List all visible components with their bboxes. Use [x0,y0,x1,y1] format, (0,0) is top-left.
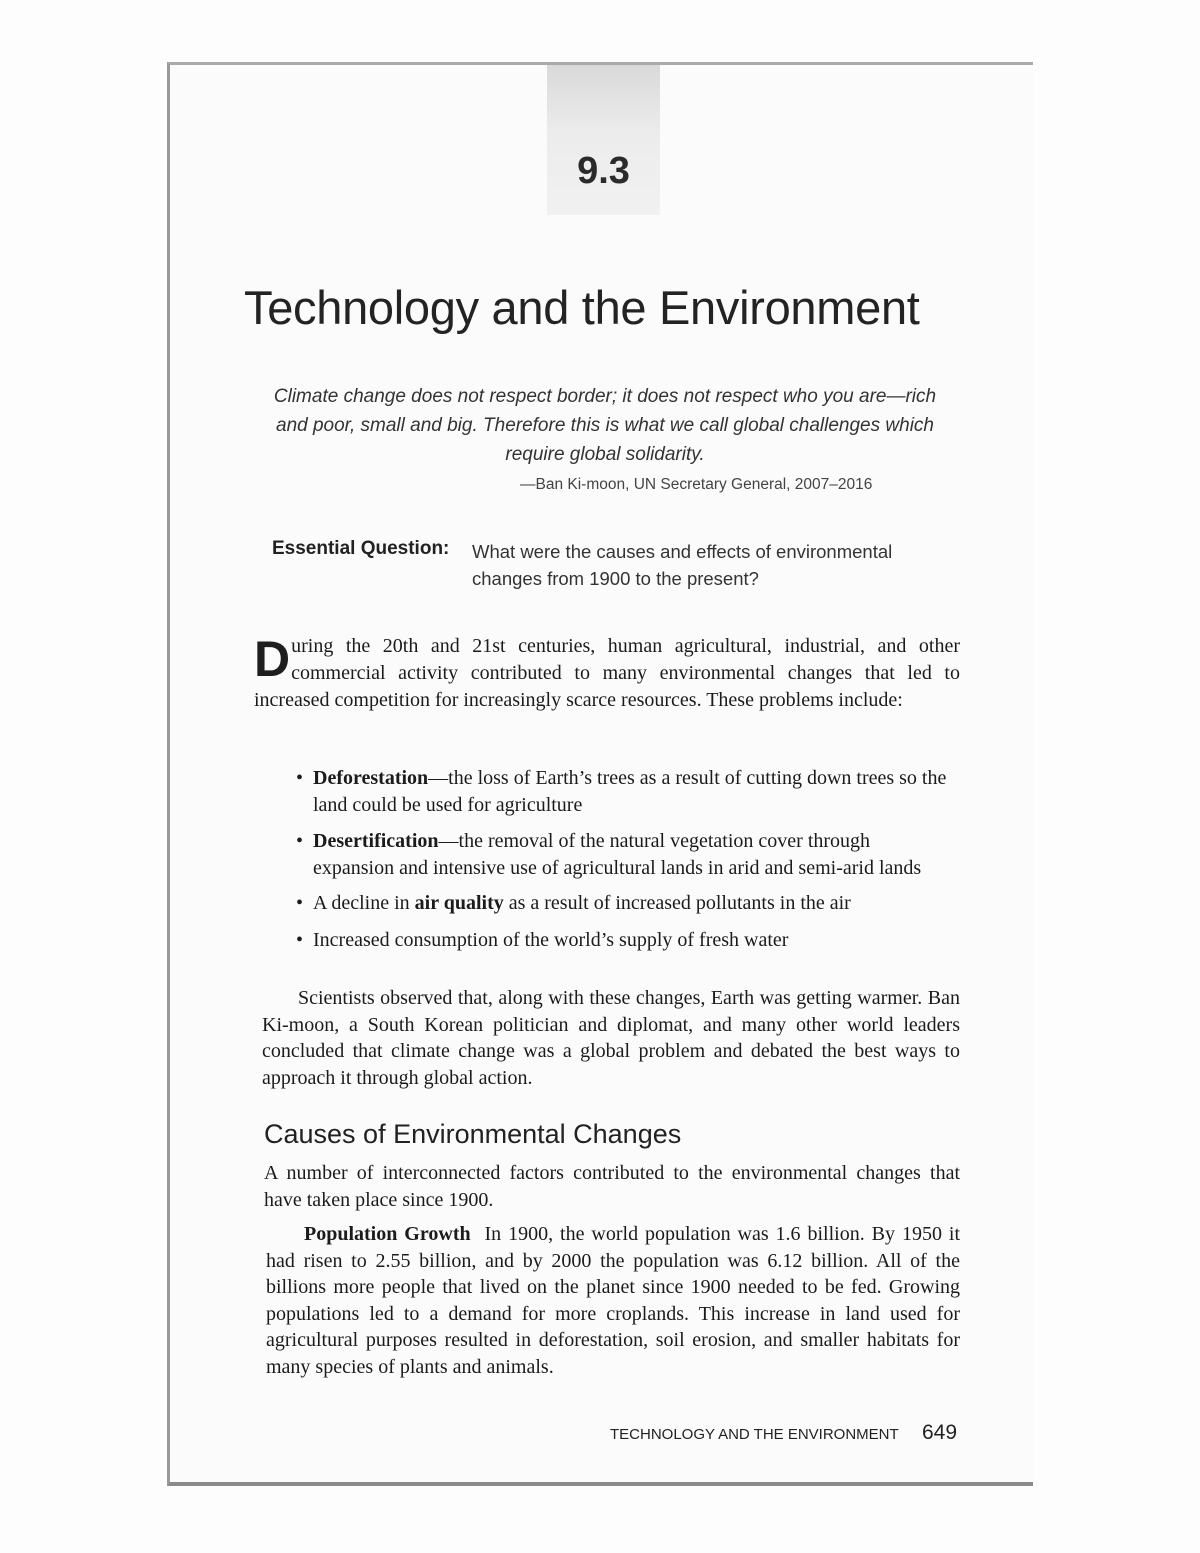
bullet-term: Desertification [313,830,439,852]
problems-list [296,765,956,954]
intro-text: uring the 20th and 21st centuries, human agricultural, industrial, and other commercial activity contributed to many environmental changes that led to increased competition for increasingly scarce resources. These problems include: [254,635,960,711]
intro-paragraph [254,633,960,714]
section-heading: Causes of Environmental Changes [264,1119,682,1149]
bullet-symbol: • [296,929,304,951]
causes-intro-paragraph: A number of interconnected factors contributed to the environmental changes that have taken place since 1900. [264,1162,960,1211]
bullet-term: air quality [414,892,504,914]
essential-question-text: What were the causes and effects of environmental changes from 1900 to the present? [472,541,893,589]
bullet-prefix: A decline in [313,892,415,914]
bullet-text: —the removal of the natural vegetation cover through expansion and intensive use of agricultural lands in arid and semi-arid lands [313,830,922,879]
bullet-symbol: • [296,830,304,852]
list-item [296,765,956,819]
section-tab [547,65,660,215]
population-growth-paragraph [266,1221,960,1380]
epigraph-quote: Climate change does not respect border; it does not respect who you are—rich and poor, small and big. Therefore this is what we call global challenges which require global solidarity. [273,386,937,465]
epigraph-attribution: —Ban Ki-moon, UN Secretary General, 2007–2016 [520,476,873,493]
list-item [296,828,956,882]
list-item [296,890,956,917]
bullet-text: as a result of increased pollutants in the air [503,892,851,914]
bullet-text: Increased consumption of the world’s supply of fresh water [313,929,789,951]
page-number: 649 [922,1421,958,1444]
bullet-symbol: • [296,767,304,789]
bullet-symbol: • [296,892,304,914]
bullet-text: —the loss of Earth’s trees as a result of cutting down trees so the land could be used for agriculture [313,767,947,816]
bullet-term: Deforestation [313,767,429,789]
page-title: Technology and the Environment [244,281,920,334]
running-head: TECHNOLOGY AND THE ENVIRONMENT [610,1426,899,1443]
essential-question-label: Essential Question: [272,538,450,559]
run-in-head: Population Growth [304,1223,471,1245]
population-growth-text: In 1900, the world population was 1.6 billion. By 1950 it had risen to 2.55 billion, and by 2000 the population was 6.12 billion. All of the billions more people that lived on the planet since 1900 needed to be fed. Growing populations led to a demand for more croplands. This increase in land used for agricultural purposes resulted in deforestation, soil erosion, and smaller habitats for many species of plants and animals. [266,1223,960,1378]
section-number: 9.3 [577,150,630,192]
drop-cap: D [254,631,291,687]
climate-paragraph: Scientists observed that, along with these changes, Earth was getting warmer. Ban Ki-moon, a South Korean politician and diplomat, and many other world leaders concluded that climate change was a global problem and debated the best ways to approach it through global action. [262,987,960,1089]
list-item [296,927,956,954]
